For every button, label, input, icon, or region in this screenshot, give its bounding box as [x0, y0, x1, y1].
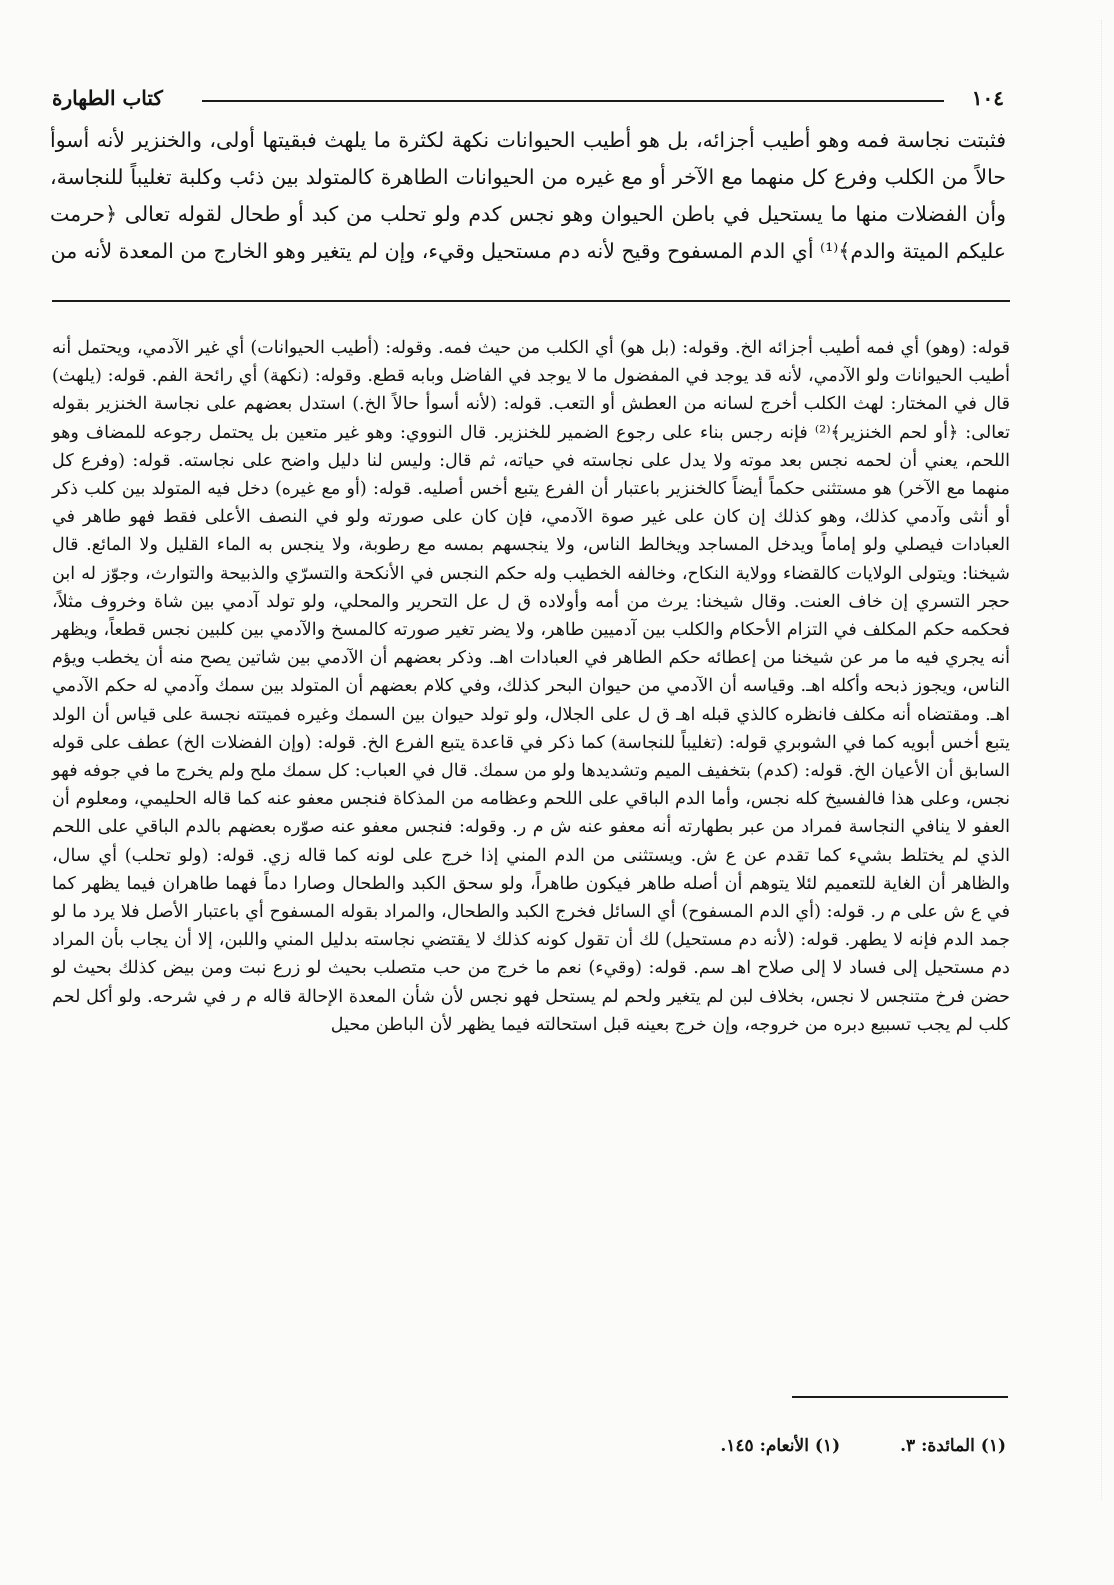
footnotes: [720, 1436, 1006, 1456]
main-text-divider: [52, 300, 1010, 302]
page-number: ١٠٤: [971, 86, 1004, 110]
main-text: فثبتت نجاسة فمه وهو أطيب أجزائه، بل هو أطيب الحيوانات نكهة لكثرة ما يلهث فبقيتها أولى، والخنزير لأنه أسوأ حالاً من الكلب وفرع كل منهما مع الآخر أو مع غيره من الحيوانات الطاهرة كالمتولد بين ذئب وكلبة تغليباً للنجاسة، وأن الفضلات منها ما يستحيل في باطن الحيوان وهو نجس كدم ولو تحلب من كبد أو طحال لقوله تعالى ﴿حرمت عليكم الميتة والدم﴾⁽¹⁾ أي الدم المسفوح وقيح لأنه دم مستحيل وقيء، وإن لم يتغير وهو الخارج من المعدة لأنه من: [50, 128, 1006, 263]
commentary-text: قوله: (وهو) أي فمه أطيب أجزائه الخ. وقوله: (بل هو) أي الكلب من حيث فمه. وقوله: (أطيب الحيوانات) أي غير الآدمي، ويحتمل أنه أطيب الحيوانات ولو الآدمي، لأنه قد يوجد في المفضول ما لا يوجد في الفاضل وبابه قطع. وقوله: (نكهة) أي رائحة الفم. قوله: (يلهث) قال في المختار: لهث الكلب أخرج لسانه من العطش أو التعب. قوله: (لأنه أسوأ حالاً الخ.) استدل بعضهم على نجاسة الخنزير بقوله تعالى: ﴿أو لحم الخنزير﴾⁽²⁾ فإنه رجس بناء على رجوع الضمير للخنزير. قال النووي: وهو غير متعين بل يحتمل رجوعه للمضاف وهو اللحم، يعني أن لحمه نجس بعد موته ولا يدل على نجاسته في حياته، ثم قال: وليس لنا دليل واضح على نجاسته. قوله: (وفرع كل منهما مع الآخر) هو مستثنى حكماً أيضاً كالخنزير باعتبار أن الفرع يتبع أخس أصليه. قوله: (أو مع غيره) دخل فيه المتولد بين كلب ذكر أو أنثى وآدمي كذلك، وهو كذلك إن كان على غير صوة الآدمي، فإن كان على صورته ولو في النصف الأعلى فقط فهو طاهر في العبادات فيصلي ولو إماماً ويدخل المساجد ويخالط الناس، ولا ينجسهم بمسه مع رطوبة، ولا ينجس به الماء القليل ولا المائع. قال شيخنا: ويتولى الولايات كالقضاء وولاية النكاح، وخالفه الخطيب وله حكم النجس في الأنكحة والتسرّي والذبيحة والتوارث، وجوّز له ابن حجر التسري إن خاف العنت. وقال شيخنا: يرث من أمه وأولاده ق ل عل التحرير والمحلي، ولو تولد آدمي بين شاة وخروف مثلاً، فحكمه حكم المكلف في التزام الأحكام والكلب بين آدميين طاهر، ولا يضر تغير صورته كالمسخ والآدمي بين كلبين نجس قطعاً، ويظهر أنه يجري فيه ما مر عن شيخنا من إعطائه حكم الطاهر في العبادات اهـ. وذكر بعضهم أن الآدمي بين شاتين يصح منه أن يخطب ويؤم الناس، ويجوز ذبحه وأكله اهـ. وقياسه أن الآدمي من حيوان البحر كذلك، وفي كلام بعضهم أن المتولد بين سمك وآدمي له حكم الآدمي اهـ. ومقتضاه أنه مكلف فانظره كالذي قبله اهـ ق ل على الجلال، ولو تولد حيوان بين السمك وغيره فميتته نجسة على قياس أن الولد يتبع أخس أبويه كما في الشوبري قوله: (تغليباً للنجاسة) كما ذكر في قاعدة يتبع الفرع الخ. قوله: (وإن الفضلات الخ) عطف على قوله السابق أن الأعيان الخ. قوله: (كدم) بتخفيف الميم وتشديدها ولو من سمك. قال في العباب: كل سمك ملح ولم يخرج ما في جوفه فهو نجس، وعلى هذا فالفسيخ كله نجس، وأما الدم الباقي على اللحم وعظامه من المذكاة فنجس معفو عنه كما قاله الحليمي، ومعلوم أن العفو لا ينافي النجاسة فمراد من عبر بطهارته أنه معفو عنه ش م ر. وقوله: فنجس معفو عنه صوّره بعضهم بالدم الباقي على اللحم الذي لم يختلط بشيء كما تقدم عن ع ش. ويستثنى من الدم المني إذا خرج على لونه كما قاله زي. قوله: (ولو تحلب) أي سال، والظاهر أن الغاية للتعميم لئلا يتوهم أن أصله طاهر فيكون طاهراً، ولو سحق الكبد والطحال وصارا دماً فهما طاهران فيما يظهر كما في ع ش على م ر. قوله: (أي الدم المسفوح) أي السائل فخرج الكبد والطحال، والمراد بقوله المسفوح أي باعتبار الأصل فلا يرد ما لو جمد الدم فإنه لا يطهر. قوله: (لأنه دم مستحيل) لك أن تقول كونه كذلك لا يقتضي نجاسته بدليل المني واللبن، إلا أن يجاب بأن المراد دم مستحيل إلى فساد لا إلى صلاح اهـ سم. قوله: (وقيء) نعم ما خرج من حب متصلب بحيث لو زرع نبت ومن بيض كذلك بحيث لو حضن فرخ متنجس لا نجس، بخلاف لبن لم يتغير ولحم لم يستحل فهو نجس لأن شأن المعدة الإحالة قاله م ر في شرحه. ولو أكل لحم كلب لم يجب تسبيع دبره من خروجه، وإن خرج بعينه قبل استحالته فيما يظهر لأن الباطن محيل: [52, 338, 1010, 1035]
footnote-1: (١) المائدة: ٣.: [900, 1436, 1006, 1456]
footnote-2: (١) الأنعام: ١٤٥.: [720, 1436, 841, 1456]
scan-edge-speckle: [1041, 20, 1102, 1500]
header-rule: [202, 100, 944, 102]
book-title: كتاب الطهارة: [52, 86, 163, 110]
page-header: [52, 86, 1004, 116]
footnote-divider: [792, 1396, 1008, 1398]
